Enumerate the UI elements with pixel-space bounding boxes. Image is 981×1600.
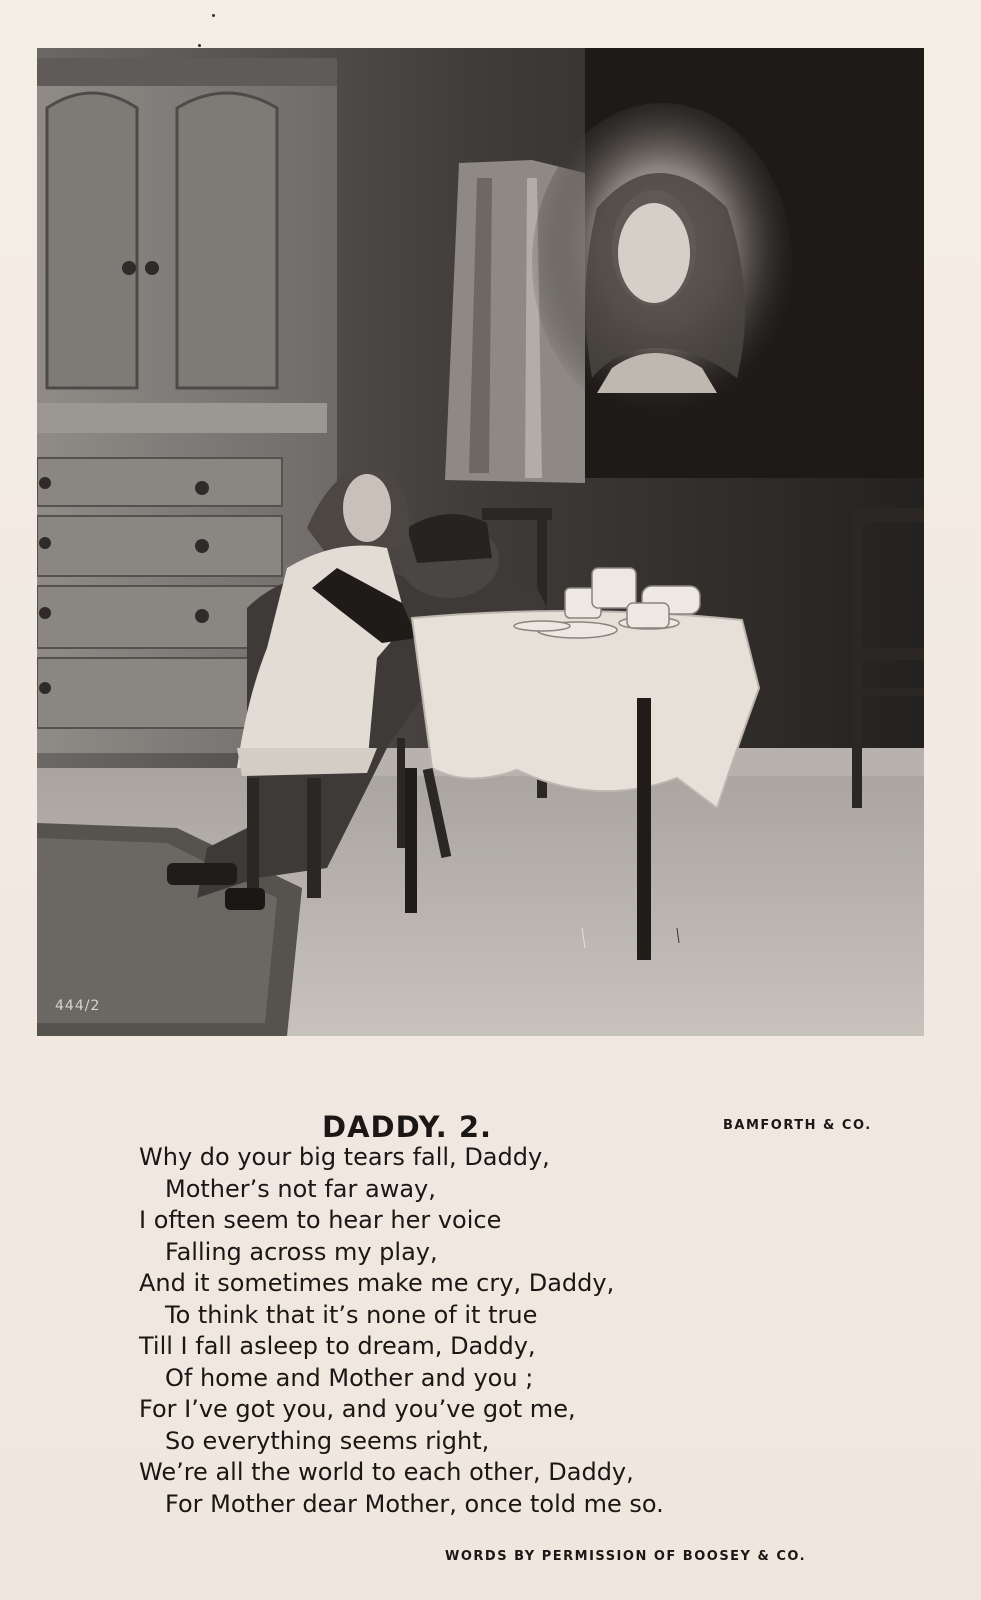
- lyric-line: So everything seems right,: [165, 1426, 490, 1455]
- photograph: [37, 48, 924, 1036]
- lyric-line: For Mother dear Mother, once told me so.: [165, 1489, 664, 1518]
- lyric-line: We’re all the world to each other, Daddy,: [139, 1458, 634, 1486]
- ink-speck: [198, 44, 201, 47]
- ink-speck: [212, 14, 215, 17]
- lyric-line: Mother’s not far away,: [165, 1174, 436, 1203]
- lyric-line: And it sometimes make me cry, Daddy,: [139, 1269, 615, 1297]
- lyric-line: To think that it’s none of it true: [165, 1300, 538, 1329]
- lyric-line: Why do your big tears fall, Daddy,: [139, 1143, 550, 1171]
- publisher-name: BAMFORTH & CO.: [723, 1118, 872, 1133]
- permission-credit: WORDS BY PERMISSION OF BOOSEY & CO.: [445, 1549, 807, 1564]
- lyric-line: Falling across my play,: [165, 1237, 438, 1266]
- plate-number: 444/2: [55, 998, 101, 1014]
- lyric-line: I often seem to hear her voice: [139, 1206, 502, 1234]
- lyric-line: Of home and Mother and you ;: [165, 1363, 534, 1392]
- song-lyrics: [139, 1142, 899, 1520]
- lyric-line: For I’ve got you, and you’ve got me,: [139, 1395, 576, 1423]
- lyric-line: Till I fall asleep to dream, Daddy,: [139, 1332, 536, 1360]
- song-title: DADDY. 2.: [322, 1110, 493, 1144]
- photo-scene: [37, 48, 924, 1036]
